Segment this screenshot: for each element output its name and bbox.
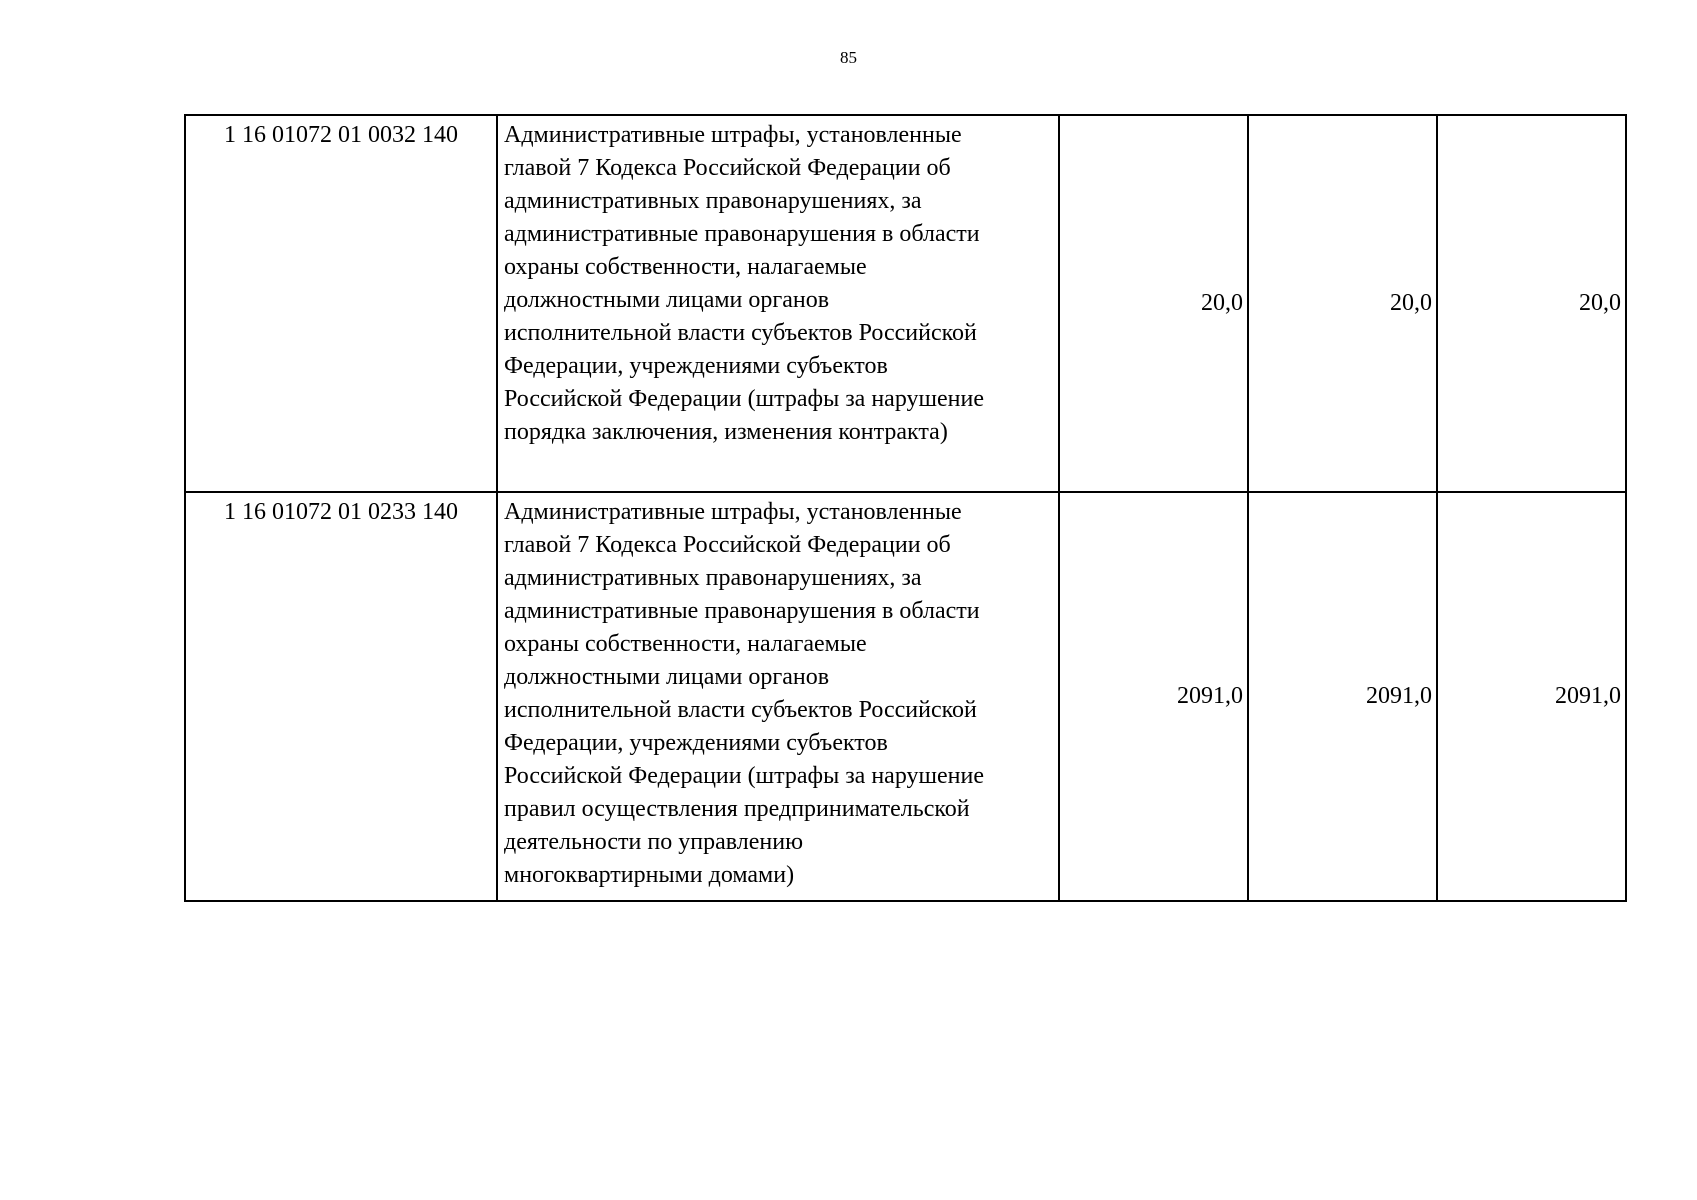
budget-table — [184, 114, 1627, 902]
amount-cell-year-1: 20,0 — [1059, 115, 1248, 492]
description-text: Административные штрафы, установленные главой 7 Кодекса Российской Федерации об административных правонарушениях, за административные правонарушения в области охраны собственности, налагаемые должностными лицами органов исполнительной власти субъектов Российской Федерации, учреждениями субъектов Российской Федерации (штрафы за нарушение правил осуществления предпринимательской деятельности по управлению многоквартирными домами) — [504, 499, 984, 888]
table-row — [185, 492, 1626, 901]
description-text: Административные штрафы, установленные главой 7 Кодекса Российской Федерации об административных правонарушениях, за административные правонарушения в области охраны собственности, налагаемые должностными лицами органов исполнительной власти субъектов Российской Федерации, учреждениями субъектов Российской Федерации (штрафы за нарушение порядка заключения, изменения контракта) — [504, 122, 984, 445]
amount-cell-year-3: 2091,0 — [1437, 492, 1626, 901]
table-row — [185, 115, 1626, 492]
budget-code-cell: 1 16 01072 01 0032 140 — [185, 115, 497, 492]
amount-cell-year-3: 20,0 — [1437, 115, 1626, 492]
description-cell — [497, 492, 1059, 901]
amount-cell-year-2: 2091,0 — [1248, 492, 1437, 901]
amount-cell-year-2: 20,0 — [1248, 115, 1437, 492]
description-cell — [497, 115, 1059, 492]
budget-code-cell: 1 16 01072 01 0233 140 — [185, 492, 497, 901]
amount-cell-year-1: 2091,0 — [1059, 492, 1248, 901]
page-number: 85 — [840, 48, 857, 67]
